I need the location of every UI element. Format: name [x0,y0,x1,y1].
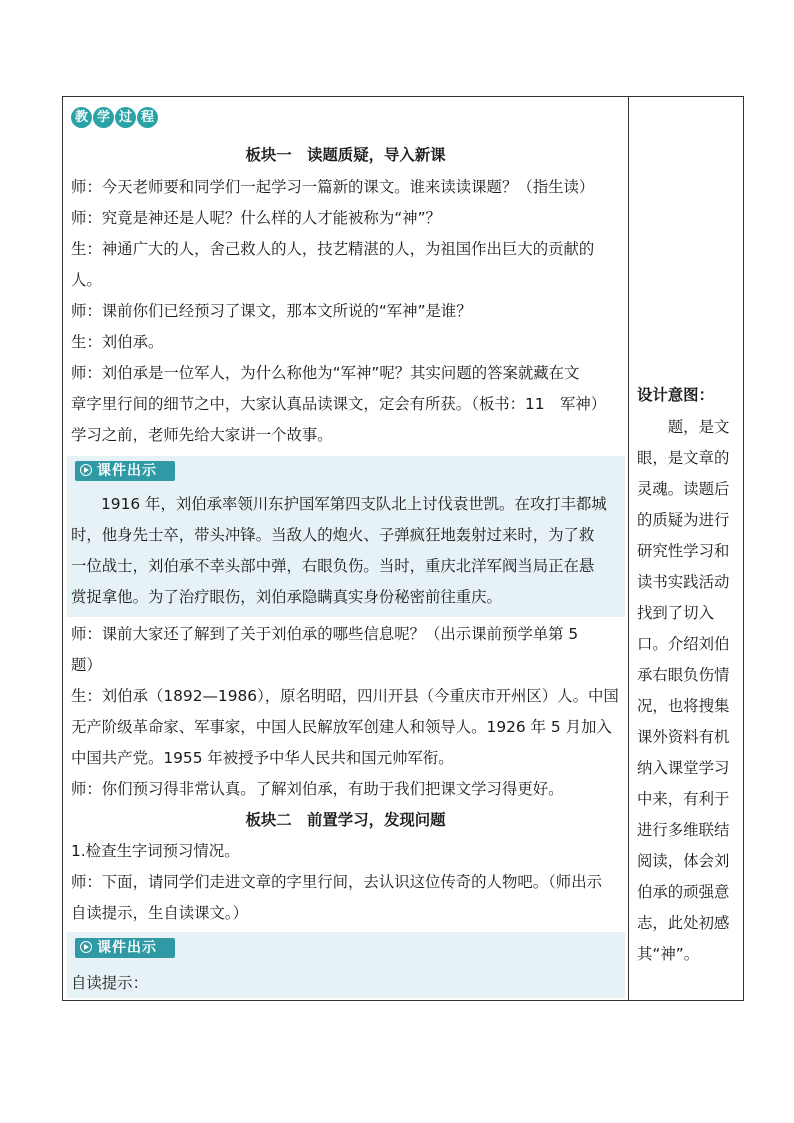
text-line: 师：你们预习得非常认真。了解刘伯承，有助于我们把课文学习得更好。 [71,780,564,798]
play-circle-icon [80,464,92,476]
side-line: 的质疑为进行 [637,511,730,529]
text-line: 师：下面，请同学们走进文章的字里行间，去认识这位传奇的人物吧。（师出示 [71,873,602,891]
lesson-table [62,96,744,1001]
text-line: 师：课前你们已经预习了课文，那本文所说的“军神”是谁？ [71,302,472,320]
courseware-badge [75,461,175,481]
side-line: 阅读，体会刘 [637,852,730,870]
text-line: 生：刘伯承。 [71,333,164,351]
text-line: 中国共产党。1955 年被授予中华人民共和国元帅军衔。 [71,749,454,767]
side-line: 眼，是文章的 [637,449,730,467]
story-line: 赏捉拿他。为了治疗眼伤，刘伯承隐瞒真实身份秘密前往重庆。 [71,588,502,606]
side-line: 中来，有利于 [637,790,730,808]
tag-char: 过 [115,107,136,128]
courseware-box-2 [67,932,625,998]
text-line: 师：课前大家还了解到了关于刘伯承的哪些信息呢？（出示课前预学单第 5 [71,625,579,643]
text-line: 人。 [71,271,102,289]
side-line: 进行多维联结 [637,821,730,839]
side-line: 研究性学习和 [637,542,730,560]
story-line: 时，他身先士卒，带头冲锋。当敌人的炮火、子弹疯狂地轰射过来时，为了救 [71,526,595,544]
side-line: 纳入课堂学习 [637,759,730,777]
text-line: 师：刘伯承是一位军人，为什么称他为“军神”呢？其实问题的答案就藏在文 [71,364,580,382]
design-intent-title: 设计意图： [637,386,714,404]
side-line: 读书实践活动 [637,573,730,591]
text-line: 生：刘伯承（1892—1986），原名明昭，四川开县（今重庆市开州区）人。中国 [71,687,619,705]
side-line: 况，也将搜集 [637,697,730,715]
text-line: 师：究竟是神还是人呢？什么样的人才能被称为“神”？ [71,209,441,227]
story-line: 一位战士，刘伯承不幸头部中弹，右眼负伤。当时，重庆北洋军阀当局正在悬 [71,557,595,575]
courseware-badge [75,938,175,958]
text-line: 1.检查生字词预习情况。 [71,842,240,860]
text-line: 生：神通广大的人，舍己救人的人，技艺精湛的人，为祖国作出巨大的贡献的 [71,240,595,258]
side-line: 找到了切入 [637,604,714,622]
side-line: 承右眼负伤情 [637,666,730,684]
courseware-label: 课件出示 [97,463,157,479]
block2-title: 板块二 前置学习，发现问题 [245,811,446,829]
story-line: 1916 年，刘伯承率领川东护国军第四支队北上讨伐袁世凯。在攻打丰都城 [101,495,607,513]
side-line: 志，此处初感 [637,914,730,932]
block1-title: 板块一 读题质疑，导入新课 [245,146,446,164]
tag-char: 学 [93,107,114,128]
side-line: 伯承的顽强意 [637,883,730,901]
courseware-box [67,456,625,617]
text-line: 无产阶级革命家、军事家，中国人民解放军创建人和领导人。1926 年 5 月加入 [71,718,612,736]
column-divider [628,97,629,1000]
text-line: 题） [71,656,102,674]
side-line: 灵魂。读题后 [637,480,730,498]
side-line: 课外资料有机 [637,728,730,746]
prompt-line: 自读提示： [71,974,148,992]
side-line: 其“神”。 [637,945,700,963]
text-line: 章字里行间的细节之中，大家认真品读课文，定会有所获。（板书：11 军神） [71,395,607,413]
text-line: 师：今天老师要和同学们一起学习一篇新的课文。谁来读读课题？（指生读） [71,178,595,196]
tag-char: 程 [137,107,158,128]
section-tag-teaching-process [71,105,163,133]
side-line: 口。介绍刘伯 [637,635,730,653]
courseware-label: 课件出示 [97,940,157,956]
play-circle-icon [80,941,92,953]
side-line: 题，是文 [637,418,730,436]
text-line: 学习之前，老师先给大家讲一个故事。 [71,426,333,444]
tag-char: 教 [71,107,92,128]
text-line: 自读提示，生自读课文。） [71,904,248,922]
